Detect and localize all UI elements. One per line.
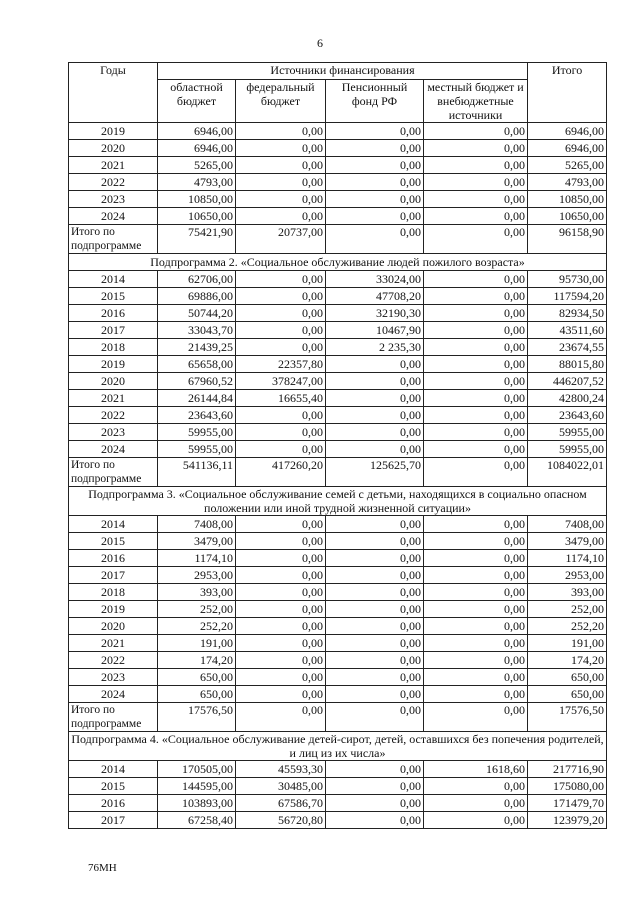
amount-cell: 0,00 xyxy=(236,208,326,225)
amount-cell: 0,00 xyxy=(236,271,326,288)
table-row xyxy=(69,652,607,669)
year-cell: 2017 xyxy=(69,322,158,339)
table-row xyxy=(69,550,607,567)
amount-cell: 0,00 xyxy=(424,618,528,635)
table-row xyxy=(69,288,607,305)
year-cell: 2018 xyxy=(69,584,158,601)
amount-cell: 0,00 xyxy=(236,339,326,356)
amount-cell: 59955,00 xyxy=(158,441,236,458)
amount-cell: 0,00 xyxy=(236,322,326,339)
amount-cell: 0,00 xyxy=(326,424,424,441)
amount-cell: 0,00 xyxy=(326,356,424,373)
total-amount-cell: 0,00 xyxy=(424,225,528,254)
year-cell: 2017 xyxy=(69,567,158,584)
amount-cell: 6946,00 xyxy=(528,140,607,157)
amount-cell: 191,00 xyxy=(158,635,236,652)
amount-cell: 117594,20 xyxy=(528,288,607,305)
amount-cell: 393,00 xyxy=(158,584,236,601)
amount-cell: 3479,00 xyxy=(528,533,607,550)
amount-cell: 175080,00 xyxy=(528,778,607,795)
amount-cell: 174,20 xyxy=(528,652,607,669)
amount-cell: 0,00 xyxy=(424,441,528,458)
amount-cell: 103893,00 xyxy=(158,795,236,812)
amount-cell: 0,00 xyxy=(326,635,424,652)
amount-cell: 0,00 xyxy=(236,174,326,191)
year-cell: 2015 xyxy=(69,533,158,550)
table-row xyxy=(69,516,607,533)
amount-cell: 16655,40 xyxy=(236,390,326,407)
subprogram-title-row xyxy=(69,254,607,271)
amount-cell: 23643,60 xyxy=(528,407,607,424)
amount-cell: 5265,00 xyxy=(528,157,607,174)
year-cell: 2016 xyxy=(69,795,158,812)
table-row xyxy=(69,123,607,140)
amount-cell: 1618,60 xyxy=(424,761,528,778)
amount-cell: 0,00 xyxy=(236,516,326,533)
amount-cell: 650,00 xyxy=(528,686,607,703)
amount-cell: 0,00 xyxy=(326,140,424,157)
table-row xyxy=(69,407,607,424)
amount-cell: 7408,00 xyxy=(528,516,607,533)
amount-cell: 0,00 xyxy=(236,550,326,567)
year-cell: 2020 xyxy=(69,140,158,157)
amount-cell: 26144,84 xyxy=(158,390,236,407)
table-row xyxy=(69,157,607,174)
amount-cell: 0,00 xyxy=(424,191,528,208)
amount-cell: 0,00 xyxy=(424,635,528,652)
amount-cell: 0,00 xyxy=(236,669,326,686)
amount-cell: 0,00 xyxy=(326,390,424,407)
total-amount-cell: 96158,90 xyxy=(528,225,607,254)
amount-cell: 10850,00 xyxy=(528,191,607,208)
amount-cell: 0,00 xyxy=(424,208,528,225)
amount-cell: 0,00 xyxy=(326,157,424,174)
year-cell: 2016 xyxy=(69,305,158,322)
amount-cell: 0,00 xyxy=(424,123,528,140)
table-row xyxy=(69,601,607,618)
amount-cell: 0,00 xyxy=(424,305,528,322)
amount-cell: 1174,10 xyxy=(158,550,236,567)
subprogram-title: Подпрограмма 2. «Социальное обслуживание людей пожилого возраста» xyxy=(69,254,607,271)
amount-cell: 0,00 xyxy=(236,191,326,208)
amount-cell: 0,00 xyxy=(424,407,528,424)
amount-cell: 252,20 xyxy=(528,618,607,635)
total-label: Итого по подпрограмме xyxy=(69,703,158,732)
amount-cell: 0,00 xyxy=(424,795,528,812)
amount-cell: 0,00 xyxy=(236,288,326,305)
amount-cell: 88015,80 xyxy=(528,356,607,373)
amount-cell: 171479,70 xyxy=(528,795,607,812)
total-amount-cell: 0,00 xyxy=(424,458,528,487)
total-label: Итого по подпрограмме xyxy=(69,225,158,254)
year-cell: 2021 xyxy=(69,157,158,174)
amount-cell: 0,00 xyxy=(326,533,424,550)
amount-cell: 10467,90 xyxy=(326,322,424,339)
amount-cell: 67258,40 xyxy=(158,812,236,829)
amount-cell: 0,00 xyxy=(424,812,528,829)
amount-cell: 23643,60 xyxy=(158,407,236,424)
year-cell: 2020 xyxy=(69,373,158,390)
amount-cell: 650,00 xyxy=(158,669,236,686)
amount-cell: 0,00 xyxy=(236,424,326,441)
table-row xyxy=(69,618,607,635)
total-label: Итого по подпрограмме xyxy=(69,458,158,487)
amount-cell: 123979,20 xyxy=(528,812,607,829)
subprogram-title-row xyxy=(69,732,607,761)
amount-cell: 45593,30 xyxy=(236,761,326,778)
amount-cell: 0,00 xyxy=(236,407,326,424)
amount-cell: 0,00 xyxy=(326,208,424,225)
amount-cell: 0,00 xyxy=(326,618,424,635)
amount-cell: 59955,00 xyxy=(528,424,607,441)
amount-cell: 4793,00 xyxy=(158,174,236,191)
amount-cell: 0,00 xyxy=(326,778,424,795)
amount-cell: 69886,00 xyxy=(158,288,236,305)
amount-cell: 0,00 xyxy=(424,140,528,157)
amount-cell: 0,00 xyxy=(326,812,424,829)
subprogram-title-row xyxy=(69,487,607,516)
amount-cell: 0,00 xyxy=(236,533,326,550)
table-row xyxy=(69,322,607,339)
amount-cell: 650,00 xyxy=(528,669,607,686)
amount-cell: 3479,00 xyxy=(158,533,236,550)
financing-table xyxy=(68,62,607,829)
table-row xyxy=(69,812,607,829)
total-amount-cell: 541136,11 xyxy=(158,458,236,487)
table-row xyxy=(69,390,607,407)
total-amount-cell: 0,00 xyxy=(424,703,528,732)
table-header xyxy=(69,63,607,123)
amount-cell: 0,00 xyxy=(326,407,424,424)
year-cell: 2015 xyxy=(69,778,158,795)
table-row xyxy=(69,140,607,157)
subprogram-title: Подпрограмма 3. «Социальное обслуживание семей с детьми, находящихся в социально опасном положении или иной трудной жизненной ситуации» xyxy=(69,487,607,516)
amount-cell: 0,00 xyxy=(236,567,326,584)
amount-cell: 10650,00 xyxy=(528,208,607,225)
amount-cell: 47708,20 xyxy=(326,288,424,305)
amount-cell: 0,00 xyxy=(424,390,528,407)
total-amount-cell: 0,00 xyxy=(236,703,326,732)
footer-code: 76МН xyxy=(88,862,117,874)
year-cell: 2024 xyxy=(69,686,158,703)
total-amount-cell: 17576,50 xyxy=(158,703,236,732)
amount-cell: 393,00 xyxy=(528,584,607,601)
amount-cell: 0,00 xyxy=(424,356,528,373)
header-total: Итого xyxy=(528,63,607,123)
table-row xyxy=(69,441,607,458)
amount-cell: 0,00 xyxy=(326,795,424,812)
table-row xyxy=(69,778,607,795)
amount-cell: 0,00 xyxy=(326,123,424,140)
amount-cell: 0,00 xyxy=(424,373,528,390)
year-cell: 2020 xyxy=(69,618,158,635)
year-cell: 2014 xyxy=(69,516,158,533)
amount-cell: 62706,00 xyxy=(158,271,236,288)
amount-cell: 1174,10 xyxy=(528,550,607,567)
amount-cell: 0,00 xyxy=(424,601,528,618)
total-amount-cell: 0,00 xyxy=(326,225,424,254)
amount-cell: 0,00 xyxy=(326,516,424,533)
page-number: 6 xyxy=(317,36,323,50)
total-amount-cell: 75421,90 xyxy=(158,225,236,254)
year-cell: 2022 xyxy=(69,652,158,669)
amount-cell: 0,00 xyxy=(326,584,424,601)
subprogram-title: Подпрограмма 4. «Социальное обслуживание детей-сирот, детей, оставшихся без попечения родителей, и лиц из их числа» xyxy=(69,732,607,761)
year-cell: 2022 xyxy=(69,407,158,424)
total-row xyxy=(69,225,607,254)
amount-cell: 446207,52 xyxy=(528,373,607,390)
amount-cell: 0,00 xyxy=(236,584,326,601)
amount-cell: 4793,00 xyxy=(528,174,607,191)
amount-cell: 191,00 xyxy=(528,635,607,652)
amount-cell: 33043,70 xyxy=(158,322,236,339)
amount-cell: 0,00 xyxy=(326,174,424,191)
amount-cell: 0,00 xyxy=(326,686,424,703)
table-row xyxy=(69,686,607,703)
amount-cell: 217716,90 xyxy=(528,761,607,778)
year-cell: 2014 xyxy=(69,271,158,288)
total-amount-cell: 17576,50 xyxy=(528,703,607,732)
year-cell: 2017 xyxy=(69,812,158,829)
total-amount-cell: 1084022,01 xyxy=(528,458,607,487)
amount-cell: 0,00 xyxy=(424,778,528,795)
table-row xyxy=(69,174,607,191)
year-cell: 2019 xyxy=(69,123,158,140)
amount-cell: 30485,00 xyxy=(236,778,326,795)
amount-cell: 0,00 xyxy=(424,669,528,686)
table-row xyxy=(69,584,607,601)
amount-cell: 0,00 xyxy=(424,322,528,339)
table-row xyxy=(69,669,607,686)
amount-cell: 2953,00 xyxy=(158,567,236,584)
amount-cell: 0,00 xyxy=(236,123,326,140)
year-cell: 2021 xyxy=(69,635,158,652)
year-cell: 2023 xyxy=(69,191,158,208)
table-row xyxy=(69,339,607,356)
amount-cell: 0,00 xyxy=(424,339,528,356)
total-amount-cell: 0,00 xyxy=(326,703,424,732)
year-cell: 2022 xyxy=(69,174,158,191)
table-row xyxy=(69,761,607,778)
table-row xyxy=(69,373,607,390)
year-cell: 2016 xyxy=(69,550,158,567)
total-row xyxy=(69,703,607,732)
table-body xyxy=(69,123,607,829)
table-row xyxy=(69,567,607,584)
table-row xyxy=(69,208,607,225)
year-cell: 2024 xyxy=(69,441,158,458)
total-amount-cell: 417260,20 xyxy=(236,458,326,487)
amount-cell: 0,00 xyxy=(424,288,528,305)
amount-cell: 2 235,30 xyxy=(326,339,424,356)
amount-cell: 0,00 xyxy=(236,652,326,669)
amount-cell: 0,00 xyxy=(424,686,528,703)
amount-cell: 42800,24 xyxy=(528,390,607,407)
amount-cell: 0,00 xyxy=(326,601,424,618)
header-local: местный бюджет и внебюджетные источники xyxy=(424,80,528,123)
amount-cell: 144595,00 xyxy=(158,778,236,795)
header-years: Годы xyxy=(69,63,158,123)
amount-cell: 650,00 xyxy=(158,686,236,703)
year-cell: 2019 xyxy=(69,601,158,618)
amount-cell: 0,00 xyxy=(326,191,424,208)
amount-cell: 0,00 xyxy=(326,761,424,778)
amount-cell: 0,00 xyxy=(326,550,424,567)
amount-cell: 10850,00 xyxy=(158,191,236,208)
amount-cell: 59955,00 xyxy=(158,424,236,441)
amount-cell: 10650,00 xyxy=(158,208,236,225)
amount-cell: 378247,00 xyxy=(236,373,326,390)
year-cell: 2021 xyxy=(69,390,158,407)
table-row xyxy=(69,795,607,812)
amount-cell: 0,00 xyxy=(236,441,326,458)
amount-cell: 5265,00 xyxy=(158,157,236,174)
amount-cell: 0,00 xyxy=(326,373,424,390)
amount-cell: 0,00 xyxy=(326,567,424,584)
total-amount-cell: 125625,70 xyxy=(326,458,424,487)
amount-cell: 22357,80 xyxy=(236,356,326,373)
amount-cell: 95730,00 xyxy=(528,271,607,288)
amount-cell: 0,00 xyxy=(424,157,528,174)
amount-cell: 0,00 xyxy=(424,550,528,567)
year-cell: 2023 xyxy=(69,669,158,686)
amount-cell: 252,00 xyxy=(158,601,236,618)
amount-cell: 65658,00 xyxy=(158,356,236,373)
amount-cell: 0,00 xyxy=(236,601,326,618)
year-cell: 2023 xyxy=(69,424,158,441)
amount-cell: 0,00 xyxy=(424,652,528,669)
amount-cell: 2953,00 xyxy=(528,567,607,584)
amount-cell: 0,00 xyxy=(424,533,528,550)
table-row xyxy=(69,533,607,550)
total-row xyxy=(69,458,607,487)
amount-cell: 32190,30 xyxy=(326,305,424,322)
amount-cell: 0,00 xyxy=(326,652,424,669)
amount-cell: 0,00 xyxy=(236,305,326,322)
amount-cell: 174,20 xyxy=(158,652,236,669)
header-sources: Источники финансирования xyxy=(158,63,528,80)
year-cell: 2024 xyxy=(69,208,158,225)
amount-cell: 0,00 xyxy=(424,584,528,601)
amount-cell: 0,00 xyxy=(236,140,326,157)
amount-cell: 7408,00 xyxy=(158,516,236,533)
amount-cell: 0,00 xyxy=(236,618,326,635)
amount-cell: 0,00 xyxy=(326,669,424,686)
table-row xyxy=(69,191,607,208)
amount-cell: 0,00 xyxy=(236,157,326,174)
header-federal: федеральный бюджет xyxy=(236,80,326,123)
amount-cell: 0,00 xyxy=(236,635,326,652)
amount-cell: 43511,60 xyxy=(528,322,607,339)
table-row xyxy=(69,356,607,373)
amount-cell: 170505,00 xyxy=(158,761,236,778)
amount-cell: 0,00 xyxy=(326,441,424,458)
table-row xyxy=(69,424,607,441)
table-row xyxy=(69,271,607,288)
total-amount-cell: 20737,00 xyxy=(236,225,326,254)
header-regional: областной бюджет xyxy=(158,80,236,123)
amount-cell: 0,00 xyxy=(424,516,528,533)
amount-cell: 0,00 xyxy=(236,686,326,703)
year-cell: 2014 xyxy=(69,761,158,778)
amount-cell: 21439,25 xyxy=(158,339,236,356)
amount-cell: 67586,70 xyxy=(236,795,326,812)
amount-cell: 23674,55 xyxy=(528,339,607,356)
amount-cell: 0,00 xyxy=(424,271,528,288)
header-pension: Пенсионный фонд РФ xyxy=(326,80,424,123)
amount-cell: 252,00 xyxy=(528,601,607,618)
year-cell: 2015 xyxy=(69,288,158,305)
amount-cell: 6946,00 xyxy=(158,123,236,140)
amount-cell: 0,00 xyxy=(424,174,528,191)
amount-cell: 67960,52 xyxy=(158,373,236,390)
amount-cell: 0,00 xyxy=(424,567,528,584)
table-row xyxy=(69,635,607,652)
year-cell: 2019 xyxy=(69,356,158,373)
amount-cell: 0,00 xyxy=(424,424,528,441)
amount-cell: 252,20 xyxy=(158,618,236,635)
year-cell: 2018 xyxy=(69,339,158,356)
amount-cell: 33024,00 xyxy=(326,271,424,288)
amount-cell: 56720,80 xyxy=(236,812,326,829)
amount-cell: 6946,00 xyxy=(158,140,236,157)
amount-cell: 59955,00 xyxy=(528,441,607,458)
amount-cell: 6946,00 xyxy=(528,123,607,140)
amount-cell: 82934,50 xyxy=(528,305,607,322)
table-row xyxy=(69,305,607,322)
amount-cell: 50744,20 xyxy=(158,305,236,322)
